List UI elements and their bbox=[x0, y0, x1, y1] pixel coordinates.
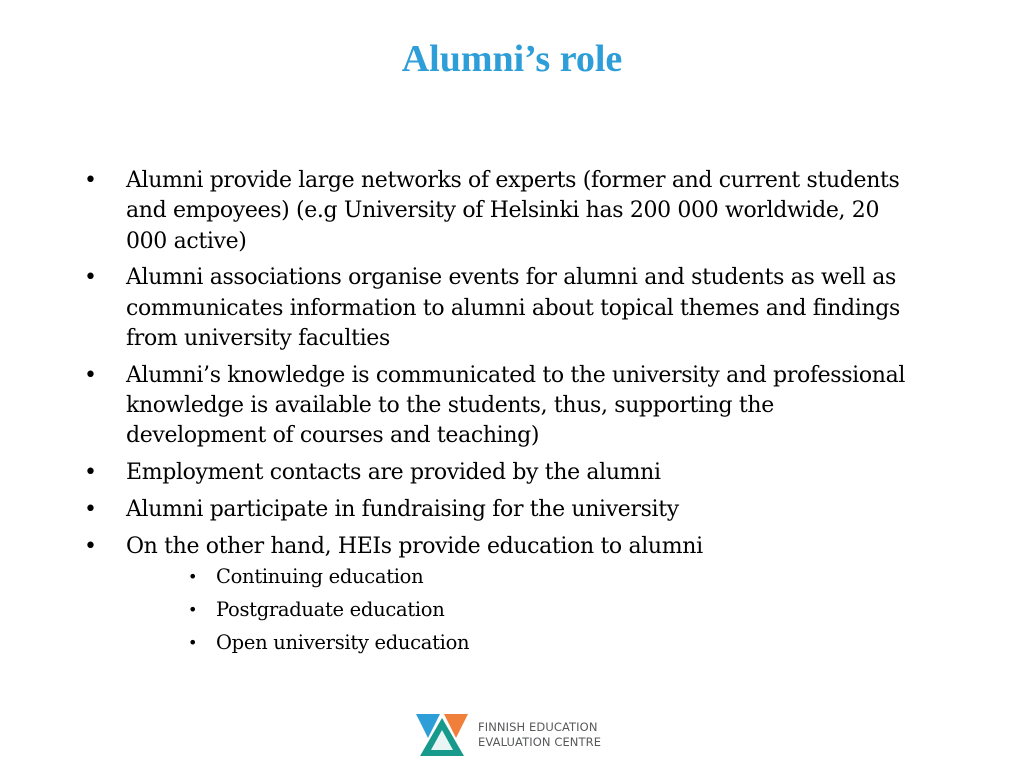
sub-bullet-item bbox=[126, 564, 914, 590]
bullet-text: Alumni participate in fundraising for the university bbox=[126, 496, 679, 522]
bullet-item bbox=[84, 263, 914, 354]
bullet-list bbox=[84, 166, 914, 663]
bullet-glyph: • bbox=[84, 496, 97, 522]
bullet-item bbox=[84, 495, 914, 525]
finnish-education-evaluation-centre-logo-icon bbox=[414, 710, 470, 760]
sub-bullet-item bbox=[126, 597, 914, 623]
bullet-item bbox=[84, 166, 914, 257]
slide-title: Alumni’s role bbox=[401, 38, 623, 80]
bullet-glyph: • bbox=[84, 265, 97, 291]
sub-bullet-glyph: • bbox=[188, 633, 198, 653]
logo-text bbox=[478, 720, 601, 750]
sub-bullet-item bbox=[126, 630, 914, 656]
sub-bullet-text: Continuing education bbox=[216, 565, 424, 589]
bullet-item bbox=[84, 532, 914, 656]
logo-text-line2: EVALUATION CENTRE bbox=[478, 735, 602, 749]
organization-logo bbox=[414, 710, 614, 762]
bullet-text: Alumni provide large networks of experts (former and current students and empoyees) (e.g University of Helsinki has 200 000 worldwide, 20 000 active) bbox=[126, 168, 900, 254]
logo-text-line1: FINNISH EDUCATION bbox=[478, 720, 598, 734]
bullet-glyph: • bbox=[84, 168, 97, 193]
bullet-glyph: • bbox=[84, 362, 97, 388]
bullet-text: Alumni associations organise events for alumni and students as well as communicates information to alumni about topical themes and findings from university faculties bbox=[126, 265, 900, 351]
bullet-text: Alumni’s knowledge is communicated to the university and professional knowledge is available to the students, thus, supporting the development of courses and teaching) bbox=[126, 362, 906, 449]
bullet-item bbox=[84, 361, 914, 452]
bullet-item bbox=[84, 458, 914, 488]
sub-bullet-glyph: • bbox=[188, 600, 198, 620]
bullet-glyph: • bbox=[84, 460, 97, 486]
bullet-glyph: • bbox=[84, 533, 97, 559]
sub-bullet-text: Open university education bbox=[216, 631, 470, 655]
sub-bullet-list bbox=[126, 564, 914, 656]
sub-bullet-text: Postgraduate education bbox=[216, 598, 445, 622]
bullet-text: Employment contacts are provided by the alumni bbox=[126, 460, 661, 486]
bullet-text: On the other hand, HEIs provide education to alumni bbox=[126, 533, 703, 559]
sub-bullet-glyph: • bbox=[188, 567, 198, 587]
